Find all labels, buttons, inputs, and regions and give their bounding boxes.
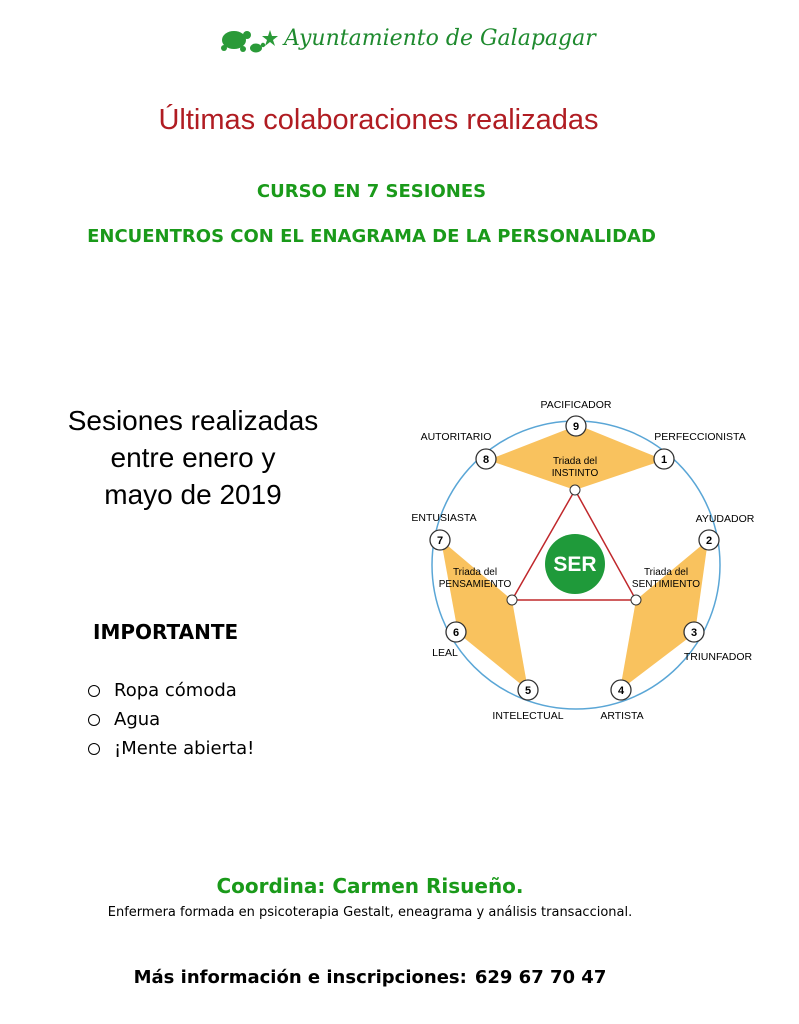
triangle-vertex xyxy=(507,595,517,605)
center-label: SER xyxy=(553,553,597,576)
type-name: TRIUNFADOR xyxy=(683,651,753,663)
type-name: INTELECTUAL xyxy=(492,710,564,722)
sessions-line: entre enero y xyxy=(110,442,276,473)
type-node-2 xyxy=(699,530,719,550)
municipality-logo xyxy=(216,18,596,62)
type-name: PACIFICADOR xyxy=(540,399,612,411)
svg-text:6: 6 xyxy=(452,627,460,639)
svg-text:5: 5 xyxy=(524,685,532,697)
triangle-vertex xyxy=(631,595,641,605)
important-list xyxy=(88,676,254,763)
sessions-line: Sesiones realizadas xyxy=(67,405,319,436)
type-name: AUTORITARIO xyxy=(420,431,492,443)
contact-phone: 629 67 70 47 xyxy=(474,967,607,988)
type-node-8 xyxy=(476,449,496,469)
svg-text:2: 2 xyxy=(705,535,713,547)
page-headline: Últimas colaboraciones realizadas xyxy=(158,104,599,136)
coordinator-title: Coordina: Carmen Risueño. xyxy=(216,874,524,898)
type-name: AYUDADOR xyxy=(695,513,755,525)
triad-label: PENSAMIENTO xyxy=(438,579,512,590)
svg-text:7: 7 xyxy=(436,535,444,547)
turtle-logo-icon xyxy=(216,18,282,62)
important-heading: IMPORTANTE xyxy=(93,620,239,644)
list-item xyxy=(88,734,254,763)
type-node-7 xyxy=(430,530,450,550)
type-node-4 xyxy=(611,680,631,700)
list-item xyxy=(88,705,254,734)
type-node-6 xyxy=(446,622,466,642)
type-name: ENTUSIASTA xyxy=(411,512,477,524)
list-item-label: Agua xyxy=(114,709,161,730)
type-name: LEAL xyxy=(432,647,458,659)
type-name: PERFECCIONISTA xyxy=(654,431,746,443)
svg-text:3: 3 xyxy=(690,627,698,639)
type-node-1 xyxy=(654,449,674,469)
svg-text:1: 1 xyxy=(660,454,668,466)
coordinator-description: Enfermera formada en psicoterapia Gestalt, eneagrama y análisis transaccional. xyxy=(107,905,633,920)
contact-label: Más información e inscripciones: xyxy=(133,967,467,988)
svg-text:9: 9 xyxy=(572,421,580,433)
triad-label: Triada del xyxy=(643,567,689,578)
type-node-9 xyxy=(566,416,586,436)
course-title: CURSO EN 7 SESIONES xyxy=(256,181,487,202)
contact-info xyxy=(0,967,740,988)
logo-text: Ayuntamiento de Galapagar xyxy=(284,26,596,51)
type-name: ARTISTA xyxy=(600,710,644,722)
triad-label: INSTINTO xyxy=(551,468,599,479)
enneagram-diagram xyxy=(398,388,768,728)
feeling-triad-area xyxy=(620,540,708,690)
triad-label: Triada del xyxy=(552,456,598,467)
triad-label: SENTIMIENTO xyxy=(631,579,701,590)
list-item-label: Ropa cómoda xyxy=(114,680,237,701)
circle-bullet-icon xyxy=(88,685,100,697)
course-subtitle: ENCUENTROS CON EL ENAGRAMA DE LA PERSONALIDAD xyxy=(87,226,656,247)
sessions-info xyxy=(48,402,338,513)
thinking-triad-area xyxy=(438,540,528,690)
list-item-label: ¡Mente abierta! xyxy=(114,738,255,759)
triad-label: Triada del xyxy=(452,567,498,578)
list-item xyxy=(88,676,254,705)
triangle-vertex xyxy=(570,485,580,495)
circle-bullet-icon xyxy=(88,743,100,755)
svg-text:8: 8 xyxy=(482,454,490,466)
type-node-3 xyxy=(684,622,704,642)
type-node-5 xyxy=(518,680,538,700)
sessions-line: mayo de 2019 xyxy=(104,479,282,510)
circle-bullet-icon xyxy=(88,714,100,726)
svg-text:4: 4 xyxy=(617,685,625,697)
